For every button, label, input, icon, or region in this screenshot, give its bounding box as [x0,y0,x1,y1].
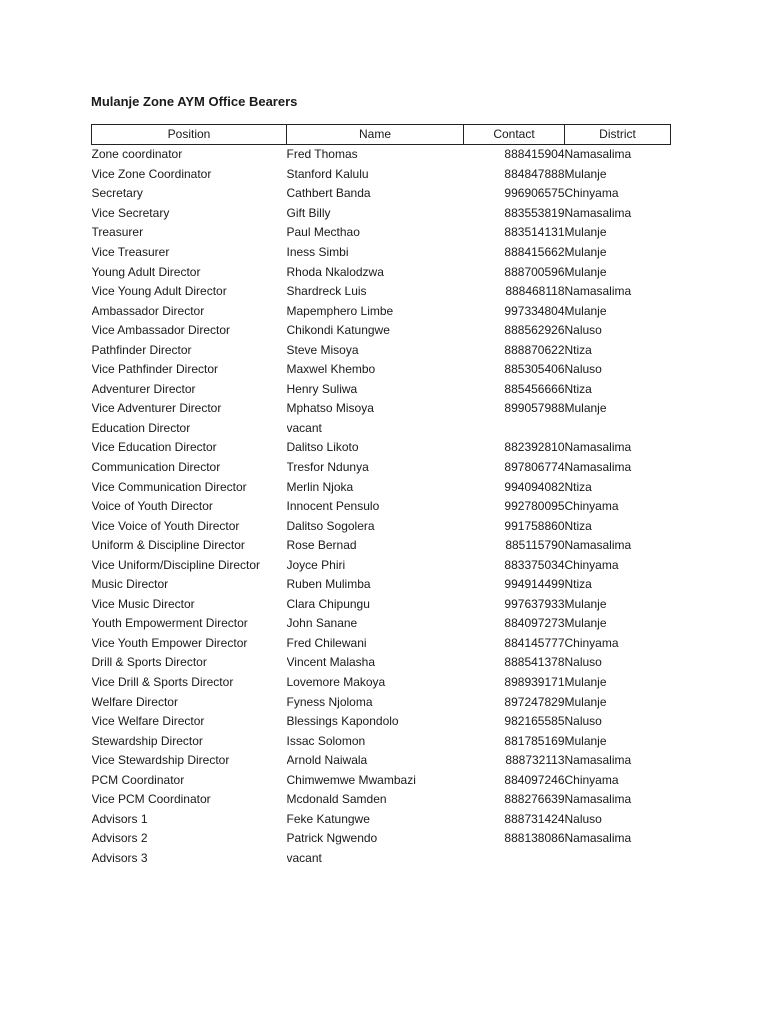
contact-cell: 884847888 [504,166,565,181]
position-cell: Vice Adventurer Director [91,401,222,416]
position-cell: Vice Drill & Sports Director [91,675,234,690]
position-cell: Advisors 1 [91,811,148,826]
table-row [92,340,671,360]
position-cell: Vice Treasurer [91,245,170,259]
district-cell: Ntiza [564,577,592,592]
table-row [92,731,671,751]
table-row [92,634,671,654]
table-row [92,243,671,263]
district-cell: Chinyama [564,772,619,787]
contact-cell: 888731424 [504,811,565,826]
name-cell: Dalitso Likoto [286,440,359,455]
table-body [92,145,671,869]
table-row [92,536,671,556]
name-cell: Chimwemwe Mwambazi [286,772,416,787]
contact-cell: 888276639 [504,792,565,807]
district-cell: Mulanje [564,225,607,240]
district-cell: Namasalima [564,538,632,553]
name-cell: Shardreck Luis [286,284,367,299]
name-cell: Joyce Phiri [286,557,346,572]
table-row [92,555,671,575]
district-cell: Chinyama [564,635,619,650]
table-row [92,614,671,634]
name-cell: Mcdonald Samden [286,792,387,807]
contact-cell [464,419,565,439]
district-cell: Namasalima [564,831,632,846]
table-header-row [92,125,671,145]
contact-cell: 982165585 [504,714,565,729]
position-cell: Vice Youth Empower Director [91,635,248,650]
district-cell: Ntiza [564,479,592,494]
position-cell: Music Director [91,577,169,592]
table-row [92,204,671,224]
table-row [92,516,671,536]
name-cell: Paul Mecthao [286,225,360,240]
position-cell: Vice Secretary [91,205,170,220]
position-cell: Vice Music Director [91,596,195,611]
name-cell: Ruben Mulimba [286,577,371,592]
contact-cell: 899057988 [504,401,565,416]
contact-cell: 884097273 [504,616,565,631]
position-cell: Vice Voice of Youth Director [91,518,240,533]
contact-cell: 883553819 [504,205,565,220]
position-cell: Zone coordinator [91,147,183,162]
district-cell: Mulanje [564,401,607,416]
position-cell: Vice Communication Director [91,479,247,494]
name-cell: Cathbert Banda [286,186,371,201]
name-cell: vacant [286,420,322,435]
position-cell: Vice Welfare Director [91,714,205,729]
contact-cell: 888870622 [504,342,565,357]
position-cell: Secretary [91,186,143,201]
contact-cell: 882392810 [504,440,565,455]
district-cell: Naluso [564,811,602,826]
table-row [92,771,671,791]
district-cell: Mulanje [564,166,607,181]
contact-cell: 897247829 [504,694,565,709]
contact-cell: 898939171 [504,675,565,690]
district-cell [565,419,671,439]
position-cell: Vice Pathfinder Director [91,362,219,377]
position-cell: Uniform & Discipline Director [91,538,245,553]
contact-cell: 888562926 [504,323,565,338]
name-cell: Merlin Njoka [286,479,354,494]
district-cell: Mulanje [564,733,607,748]
position-cell: Vice Stewardship Director [91,753,230,768]
name-cell: Iness Simbi [286,245,349,259]
contact-cell: 888415662 [504,245,565,259]
table-row [92,595,671,615]
contact-cell: 996906575 [504,186,565,201]
position-cell: Vice Uniform/Discipline Director [91,557,260,572]
table-row [92,419,671,439]
district-cell: Naluso [564,714,602,729]
contact-cell: 994914499 [504,577,565,592]
district-cell: Mulanje [564,303,607,318]
table-row [92,184,671,204]
position-cell: Vice Education Director [91,440,217,455]
table-row [92,497,671,517]
contact-cell: 888541378 [504,655,565,670]
office-bearers-table [91,124,671,868]
name-cell: Blessings Kapondolo [286,714,399,729]
name-cell: Gift Billy [286,205,331,220]
contact-cell: 884145777 [504,635,565,650]
table-row [92,438,671,458]
district-cell: Mulanje [564,694,607,709]
position-cell: Young Adult Director [91,264,201,279]
name-cell: vacant [286,850,322,865]
contact-cell: 885456666 [504,381,565,396]
contact-cell: 888468118 [505,284,565,299]
district-cell: Ntiza [564,342,592,357]
name-cell: Rhoda Nkalodzwa [286,264,384,279]
table-row [92,165,671,185]
position-cell: Education Director [91,420,191,435]
name-cell: Maxwel Khembo [286,362,376,377]
district-cell [565,849,671,869]
name-cell: Dalitso Sogolera [286,518,375,533]
district-cell: Ntiza [564,518,592,533]
column-header-name: Name [287,125,464,145]
contact-cell: 888415904 [504,147,565,162]
name-cell: Mapemphero Limbe [286,303,394,318]
contact-cell: 884097246 [504,772,565,787]
contact-cell: 885305406 [504,362,565,377]
table-row [92,829,671,849]
contact-cell: 997334804 [504,303,565,318]
district-cell: Namasalima [564,460,632,475]
position-cell: PCM Coordinator [91,772,185,787]
table-row [92,790,671,810]
contact-cell: 888138086 [504,831,565,846]
position-cell: Stewardship Director [91,733,203,748]
position-cell: Advisors 3 [91,850,148,865]
name-cell: Feke Katungwe [286,811,370,826]
table-row [92,849,671,869]
position-cell: Treasurer [91,225,144,240]
position-cell: Voice of Youth Director [91,499,213,514]
name-cell: Steve Misoya [286,342,359,357]
district-cell: Ntiza [564,381,592,396]
district-cell: Namasalima [564,440,632,455]
table-row [92,360,671,380]
name-cell: Rose Bernad [286,538,357,553]
contact-cell: 888700596 [504,264,565,279]
position-cell: Youth Empowerment Director [91,616,248,631]
table-row [92,380,671,400]
table-row [92,399,671,419]
contact-cell: 885115790 [505,538,565,553]
position-cell: Vice PCM Coordinator [91,792,211,807]
district-cell: Mulanje [564,596,607,611]
table-row [92,145,671,165]
name-cell: Issac Solomon [286,733,366,748]
contact-cell: 997637933 [504,596,565,611]
position-cell: Vice Young Adult Director [91,284,227,299]
district-cell: Chinyama [564,186,619,201]
contact-cell: 881785169 [504,733,565,748]
position-cell: Ambassador Director [91,303,205,318]
position-cell: Advisors 2 [91,831,148,846]
district-cell: Mulanje [564,675,607,690]
name-cell: Mphatso Misoya [286,401,374,416]
district-cell: Namasalima [564,205,632,220]
district-cell: Naluso [564,655,602,670]
table-row [92,751,671,771]
name-cell: Fyness Njoloma [286,694,373,709]
name-cell: Innocent Pensulo [286,499,380,514]
contact-cell: 883514131 [504,225,565,240]
name-cell: Tresfor Ndunya [286,460,369,475]
position-cell: Pathfinder Director [91,342,192,357]
district-cell: Mulanje [564,616,607,631]
table-row [92,692,671,712]
position-cell: Adventurer Director [91,381,196,396]
table-row [92,262,671,282]
page-title: Mulanje Zone AYM Office Bearers [91,94,298,109]
contact-cell: 991758860 [504,518,565,533]
position-cell: Vice Zone Coordinator [91,166,212,181]
name-cell: Clara Chipungu [286,596,370,611]
table-row [92,575,671,595]
table-row [92,282,671,302]
contact-cell: 888732113 [505,753,565,768]
table-row [92,301,671,321]
name-cell: Chikondi Katungwe [286,323,390,338]
name-cell: Patrick Ngwendo [286,831,378,846]
district-cell: Naluso [564,323,602,338]
district-cell: Namasalima [564,792,632,807]
name-cell: Stanford Kalulu [286,166,369,181]
contact-cell [464,849,565,869]
position-cell: Communication Director [91,460,221,475]
district-cell: Namasalima [564,284,632,299]
table-row [92,321,671,341]
contact-cell: 992780095 [504,499,565,514]
position-cell: Vice Ambassador Director [91,323,231,338]
name-cell: Fred Chilewani [286,635,367,650]
table-row [92,712,671,732]
district-cell: Chinyama [564,499,619,514]
table-row [92,810,671,830]
district-cell: Namasalima [564,753,632,768]
table-row [92,458,671,478]
table-row [92,673,671,693]
name-cell: Lovemore Makoya [286,675,386,690]
contact-cell: 897806774 [504,460,565,475]
district-cell: Naluso [564,362,602,377]
name-cell: Fred Thomas [286,147,358,162]
district-cell: Namasalima [564,147,632,162]
position-cell: Welfare Director [91,694,178,709]
name-cell: Vincent Malasha [286,655,375,670]
table-row [92,653,671,673]
contact-cell: 883375034 [504,557,565,572]
column-header-district: District [565,125,671,145]
table-row [92,477,671,497]
district-cell: Mulanje [564,264,607,279]
name-cell: Arnold Naiwala [286,753,368,768]
district-cell: Mulanje [564,245,607,259]
district-cell: Chinyama [564,557,619,572]
contact-cell: 994094082 [504,479,565,494]
table-row [92,223,671,243]
column-header-position: Position [92,125,287,145]
column-header-contact: Contact [464,125,565,145]
name-cell: John Sanane [286,616,358,631]
name-cell: Henry Suliwa [286,381,358,396]
position-cell: Drill & Sports Director [91,655,207,670]
